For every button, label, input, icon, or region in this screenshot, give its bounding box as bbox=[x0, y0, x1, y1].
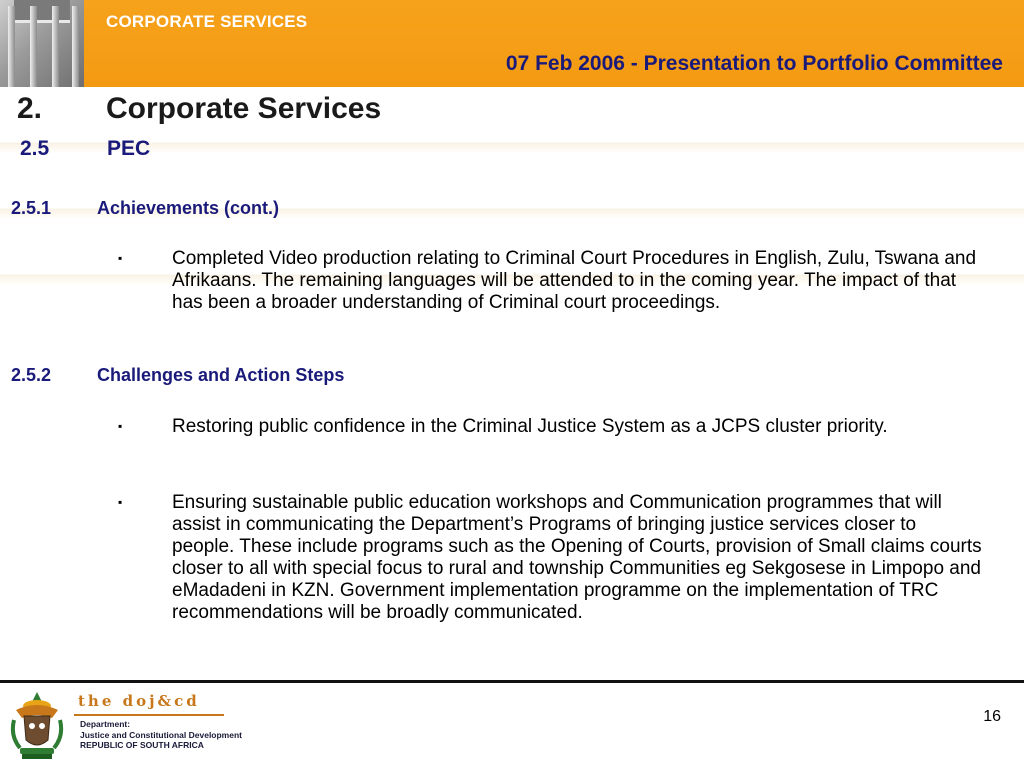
section-number: 2.5.1 bbox=[11, 198, 52, 218]
coat-of-arms-icon bbox=[8, 690, 66, 762]
building-columns-image bbox=[0, 0, 84, 87]
footer-divider bbox=[0, 680, 1024, 683]
header-banner bbox=[0, 0, 1024, 87]
presentation-title: 07 Feb 2006 - Presentation to Portfolio Committee bbox=[505, 52, 1003, 75]
page-number: 16 bbox=[983, 708, 1001, 725]
dept-line: Justice and Constitutional Development bbox=[80, 729, 242, 740]
section-number: 2.5.2 bbox=[11, 365, 52, 385]
dept-line: Department: bbox=[80, 719, 131, 729]
section-title: Challenges and Action Steps bbox=[97, 365, 345, 385]
department-text bbox=[80, 719, 242, 751]
subheading-number: 2.5 bbox=[20, 137, 50, 160]
bullet-text: Restoring public confidence in the Criminal Justice System as a JCPS cluster priority. bbox=[172, 416, 888, 437]
section-title: Achievements (cont.) bbox=[97, 198, 280, 218]
heading-number: 2. bbox=[17, 92, 43, 125]
brand-name: the doj&cd bbox=[78, 692, 200, 710]
bullet-text: Ensuring sustainable public education workshops and Communication programmes that will assist in communicating the Department’s Programs of bringing justice services closer to people. These include programs such as the Opening of Courts, provision of Small claims courts closer to all with special focus to rural and township Communities eg Sekgosese in Limpopo and eMadadeni in KZN. Government implementation programme on the implementation of TRC recommendations will be broadly communicated. bbox=[172, 492, 982, 623]
bullet-text: Completed Video production relating to Criminal Court Procedures in English, Zulu, Tswana and Afrikaans. The remaining languages will be attended to in the coming year. The impact of that has been a broader understanding of Criminal court proceedings. bbox=[172, 248, 977, 313]
square-bullet-icon: ▪ bbox=[118, 495, 123, 509]
square-bullet-icon: ▪ bbox=[118, 419, 123, 433]
dept-line: REPUBLIC OF SOUTH AFRICA bbox=[80, 740, 204, 750]
square-bullet-icon: ▪ bbox=[118, 251, 123, 265]
brand-underline bbox=[74, 714, 224, 716]
subheading-title: PEC bbox=[107, 137, 151, 160]
section-label: CORPORATE SERVICES bbox=[106, 12, 308, 31]
page-title: Corporate Services bbox=[106, 92, 382, 125]
department-logo bbox=[8, 688, 268, 764]
